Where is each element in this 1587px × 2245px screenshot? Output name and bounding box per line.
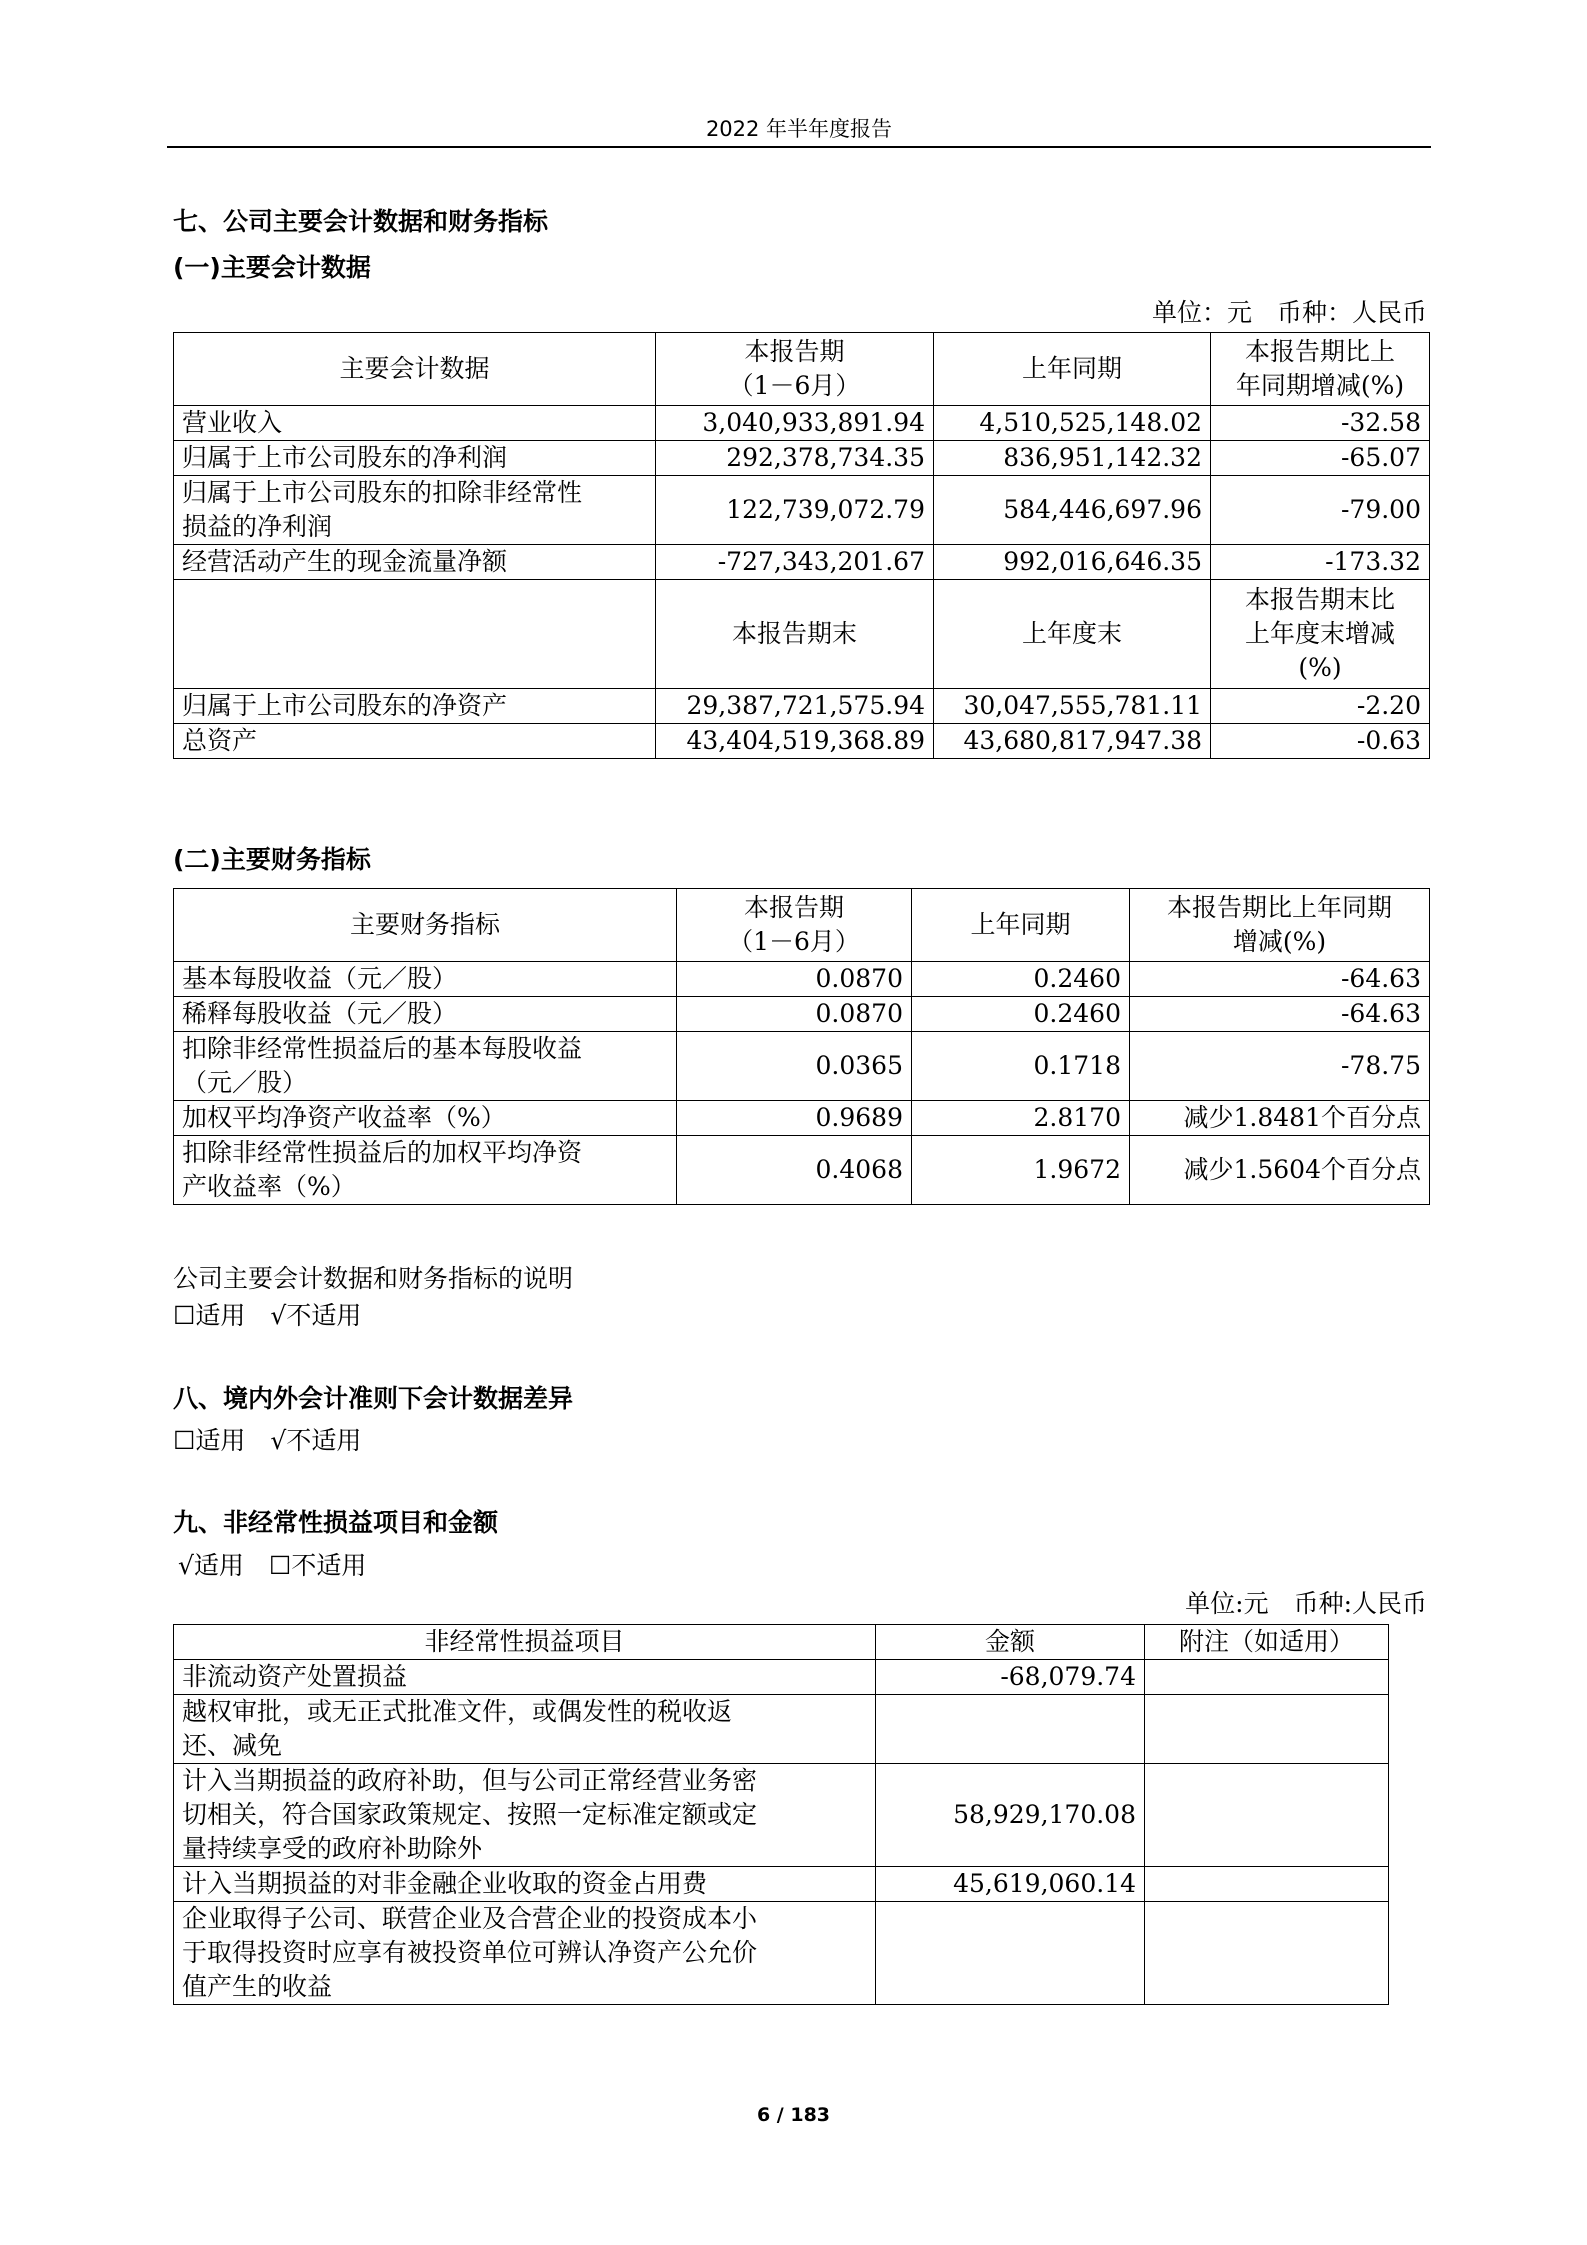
cell-1: 29,387,721,575.94 — [656, 689, 934, 724]
cell-3: -64.63 — [1130, 997, 1430, 1032]
cell-3: -0.63 — [1211, 724, 1430, 759]
table-row — [174, 724, 1430, 759]
header-cell-2: 附注（如适用） — [1145, 1625, 1389, 1660]
table-header-row — [174, 889, 1430, 962]
subsection-financial-indicators: (二)主要财务指标 — [173, 845, 371, 874]
cell-2: 0.1718 — [912, 1032, 1130, 1101]
cell-0: 经营活动产生的现金流量净额 — [174, 545, 656, 580]
section-9-options: √适用 ☐不适用 — [178, 1551, 367, 1580]
cell-1: 122,739,072.79 — [656, 476, 934, 545]
cell-3: -2.20 — [1211, 689, 1430, 724]
unit-label-1: 单位：元 币种：人民币 — [1151, 298, 1427, 327]
cell-1: -727,343,201.67 — [656, 545, 934, 580]
cell-1: 292,378,734.35 — [656, 441, 934, 476]
cell-2 — [1145, 1764, 1389, 1867]
cell-2: 836,951,142.32 — [934, 441, 1211, 476]
page-number: 6 / 183 — [756, 2104, 831, 2126]
cell-2: 992,016,646.35 — [934, 545, 1211, 580]
header-cell-1: 本报告期末 — [656, 580, 934, 689]
indicator-note-label: 公司主要会计数据和财务指标的说明 — [173, 1264, 574, 1293]
cell-0: 扣除非经常性损益后的加权平均净资 产收益率（%） — [174, 1136, 677, 1205]
cell-1: 0.0365 — [677, 1032, 912, 1101]
table-row — [174, 1136, 1430, 1205]
header-cell-0: 主要会计数据 — [174, 333, 656, 406]
table-row — [174, 1660, 1389, 1695]
cell-1: 58,929,170.08 — [876, 1764, 1145, 1867]
section-8-options: ☐适用 √不适用 — [173, 1426, 362, 1455]
financial-indicators-table — [173, 888, 1430, 1205]
cell-0: 总资产 — [174, 724, 656, 759]
cell-2: 1.9672 — [912, 1136, 1130, 1205]
subsection-accounting-data: (一)主要会计数据 — [173, 253, 371, 282]
cell-0: 扣除非经常性损益后的基本每股收益 （元／股） — [174, 1032, 677, 1101]
table-row — [174, 441, 1430, 476]
cell-2: 4,510,525,148.02 — [934, 406, 1211, 441]
cell-3: -64.63 — [1130, 962, 1430, 997]
cell-1: 0.4068 — [677, 1136, 912, 1205]
cell-0: 基本每股收益（元／股） — [174, 962, 677, 997]
cell-1 — [876, 1695, 1145, 1764]
cell-1: 0.0870 — [677, 997, 912, 1032]
header-cell-2: 上年同期 — [912, 889, 1130, 962]
table-row — [174, 962, 1430, 997]
accounting-data-table — [173, 332, 1430, 759]
cell-0: 计入当期损益的对非金融企业收取的资金占用费 — [174, 1867, 876, 1902]
indicator-note-options: ☐适用 √不适用 — [173, 1301, 362, 1330]
section-9-title: 九、非经常性损益项目和金额 — [173, 1508, 499, 1537]
header-cell-3: 本报告期比上年同期 增减(%) — [1130, 889, 1430, 962]
header-cell-1: 金额 — [876, 1625, 1145, 1660]
cell-3: -78.75 — [1130, 1032, 1430, 1101]
cell-3: -173.32 — [1211, 545, 1430, 580]
header-cell-3: 本报告期末比 上年度末增减 (%) — [1211, 580, 1430, 689]
header-cell-0: 非经常性损益项目 — [174, 1625, 876, 1660]
cell-0: 归属于上市公司股东的扣除非经常性 损益的净利润 — [174, 476, 656, 545]
cell-3: 减少1.5604个百分点 — [1130, 1136, 1430, 1205]
cell-2 — [1145, 1695, 1389, 1764]
cell-2: 30,047,555,781.11 — [934, 689, 1211, 724]
cell-2: 0.2460 — [912, 997, 1130, 1032]
cell-1: 3,040,933,891.94 — [656, 406, 934, 441]
cell-0: 加权平均净资产收益率（%） — [174, 1101, 677, 1136]
cell-1: 45,619,060.14 — [876, 1867, 1145, 1902]
header-cell-0 — [174, 580, 656, 689]
non-recurring-items-table — [173, 1624, 1389, 2005]
header-cell-3: 本报告期比上 年同期增减(%) — [1211, 333, 1430, 406]
header-cell-1: 本报告期 （1－6月） — [677, 889, 912, 962]
table-row — [174, 1101, 1430, 1136]
table-row — [174, 689, 1430, 724]
cell-2 — [1145, 1660, 1389, 1695]
cell-2 — [1145, 1867, 1389, 1902]
header-cell-2: 上年度末 — [934, 580, 1211, 689]
cell-3: 减少1.8481个百分点 — [1130, 1101, 1430, 1136]
cell-2 — [1145, 1902, 1389, 2005]
header-cell-0: 主要财务指标 — [174, 889, 677, 962]
cell-0: 越权审批，或无正式批准文件，或偶发性的税收返 还、减免 — [174, 1695, 876, 1764]
cell-1: 43,404,519,368.89 — [656, 724, 934, 759]
table-row — [174, 406, 1430, 441]
section-7-title: 七、公司主要会计数据和财务指标 — [173, 207, 549, 236]
cell-3: -79.00 — [1211, 476, 1430, 545]
cell-0: 非流动资产处置损益 — [174, 1660, 876, 1695]
cell-0: 稀释每股收益（元／股） — [174, 997, 677, 1032]
cell-0: 归属于上市公司股东的净资产 — [174, 689, 656, 724]
cell-0: 营业收入 — [174, 406, 656, 441]
table-row — [174, 997, 1430, 1032]
cell-2: 0.2460 — [912, 962, 1130, 997]
table-row — [174, 1902, 1389, 2005]
cell-3: -32.58 — [1211, 406, 1430, 441]
table-header-row — [174, 1625, 1389, 1660]
table-header-row-2 — [174, 580, 1430, 689]
cell-1: 0.9689 — [677, 1101, 912, 1136]
cell-2: 584,446,697.96 — [934, 476, 1211, 545]
table-row — [174, 1695, 1389, 1764]
table-row — [174, 1867, 1389, 1902]
cell-1 — [876, 1902, 1145, 2005]
cell-0: 归属于上市公司股东的净利润 — [174, 441, 656, 476]
cell-1: -68,079.74 — [876, 1660, 1145, 1695]
section-8-title: 八、境内外会计准则下会计数据差异 — [173, 1384, 574, 1413]
cell-2: 2.8170 — [912, 1101, 1130, 1136]
cell-1: 0.0870 — [677, 962, 912, 997]
table-row — [174, 1032, 1430, 1101]
cell-3: -65.07 — [1211, 441, 1430, 476]
header-rule — [167, 146, 1431, 148]
header-cell-1: 本报告期 （1－6月） — [656, 333, 934, 406]
cell-0: 企业取得子公司、联营企业及合营企业的投资成本小 于取得投资时应享有被投资单位可辨认净资产公允价 值产生的收益 — [174, 1902, 876, 2005]
cell-0: 计入当期损益的政府补助，但与公司正常经营业务密 切相关，符合国家政策规定、按照一定标准定额或定 量持续享受的政府补助除外 — [174, 1764, 876, 1867]
header-cell-2: 上年同期 — [934, 333, 1211, 406]
page-header: 2022 年半年度报告 — [705, 117, 893, 141]
table-row — [174, 476, 1430, 545]
unit-label-2: 单位:元 币种:人民币 — [1185, 1589, 1427, 1618]
cell-2: 43,680,817,947.38 — [934, 724, 1211, 759]
table-row — [174, 1764, 1389, 1867]
table-row — [174, 545, 1430, 580]
table-header-row — [174, 333, 1430, 406]
